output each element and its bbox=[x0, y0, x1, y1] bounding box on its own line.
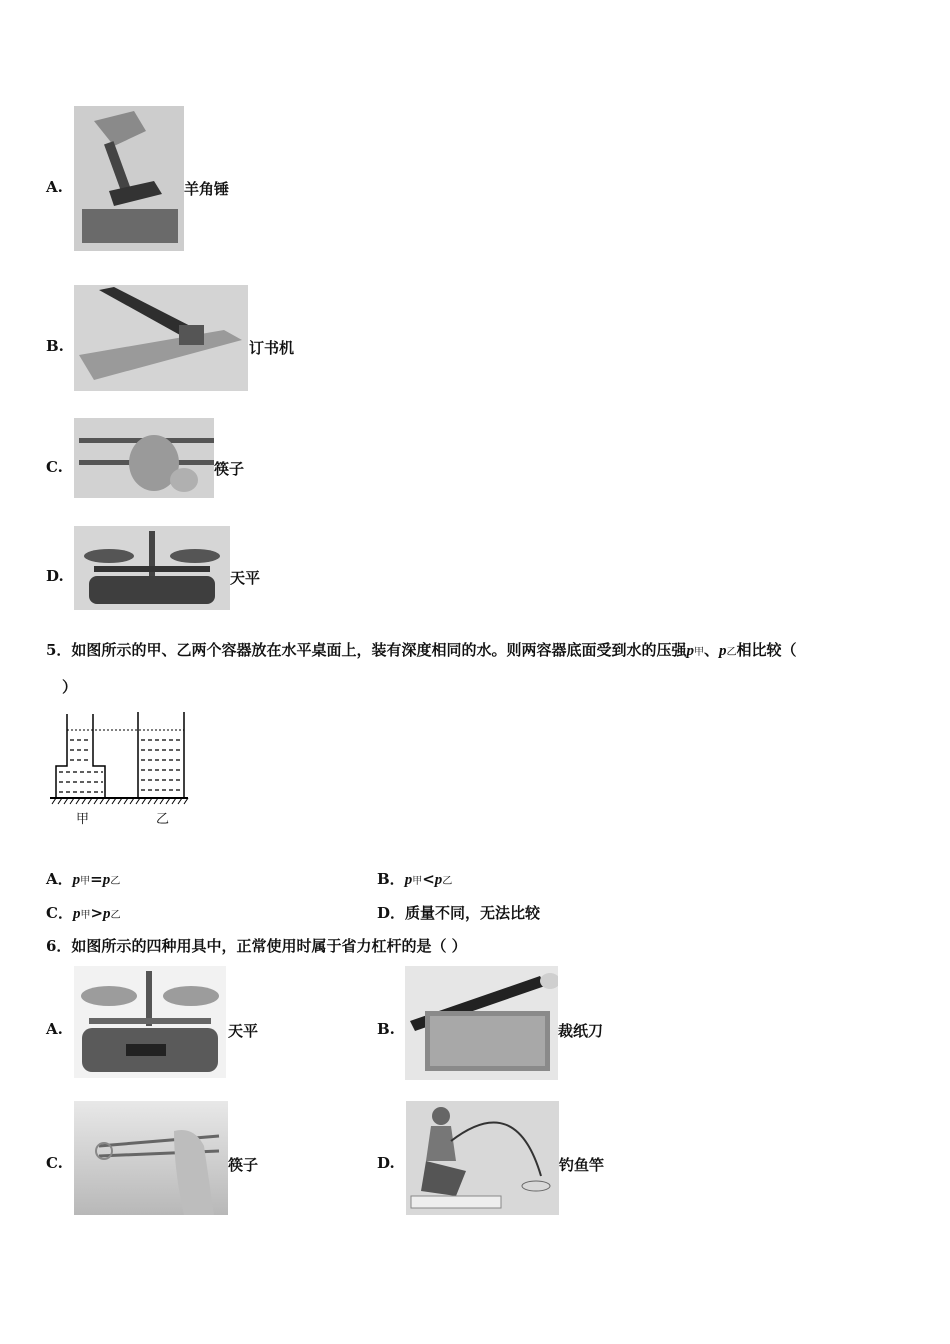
q5-option-a bbox=[46, 868, 120, 889]
q5-option-c bbox=[46, 902, 121, 923]
sub-jia: 甲 bbox=[693, 647, 704, 658]
q5-stem-end: 相比较（ bbox=[736, 641, 797, 659]
q4-option-c-letter: C. bbox=[46, 458, 63, 476]
q6-option-a-letter: A. bbox=[46, 1020, 63, 1038]
q6-option-c-label: 筷子 bbox=[228, 1156, 259, 1174]
chopsticks-icon bbox=[74, 418, 214, 498]
q6-option-c-letter: C. bbox=[46, 1154, 63, 1172]
q5-option-b bbox=[377, 868, 452, 889]
containers-figure bbox=[48, 710, 193, 810]
option-letter: C． bbox=[46, 904, 73, 922]
q6-option-d-letter: D. bbox=[377, 1154, 395, 1172]
option-letter: B． bbox=[377, 870, 405, 888]
q4-option-d-letter: D. bbox=[46, 567, 64, 585]
q6-option-b-label: 裁纸刀 bbox=[558, 1022, 604, 1040]
q5-stem-line2: ） bbox=[62, 678, 78, 696]
relation-symbol: > bbox=[90, 904, 104, 922]
q5-option-d bbox=[377, 902, 540, 923]
sub-jia: 甲 bbox=[412, 876, 423, 887]
sub-yi: 乙 bbox=[110, 910, 121, 921]
q5-stem-line1: 5．如图所示的甲、乙两个容器放在水平桌面上，装有深度相同的水。则两容器底面受到水的压强 bbox=[46, 641, 687, 659]
q6-option-b-letter: B. bbox=[377, 1020, 395, 1038]
relation-symbol: < bbox=[422, 870, 435, 888]
fishing-rod-icon bbox=[406, 1101, 559, 1215]
container-label-yi: 乙 bbox=[156, 812, 170, 827]
relation-symbol: = bbox=[90, 870, 103, 888]
option-letter: A． bbox=[46, 870, 73, 888]
sub-yi: 乙 bbox=[110, 876, 121, 887]
chopsticks-icon bbox=[74, 1101, 228, 1215]
p-symbol: p bbox=[72, 906, 81, 922]
q4-option-b-label: 订书机 bbox=[249, 339, 295, 357]
p-symbol: p bbox=[102, 872, 111, 888]
sub-jia: 甲 bbox=[80, 910, 91, 921]
q4-option-b-letter: B. bbox=[46, 337, 64, 355]
q5-stem bbox=[46, 639, 796, 660]
q6-option-a-label: 天平 bbox=[228, 1022, 259, 1040]
q4-option-a-letter: A. bbox=[46, 178, 63, 196]
p-symbol: p bbox=[404, 872, 413, 888]
p-symbol: p bbox=[103, 906, 111, 922]
p-symbol: p bbox=[686, 643, 694, 659]
q4-option-c-label: 筷子 bbox=[214, 460, 245, 478]
q4-option-a-label: 羊角锤 bbox=[184, 180, 230, 198]
option-letter: D． bbox=[377, 904, 406, 922]
p-symbol: p bbox=[718, 643, 727, 659]
balance-icon bbox=[74, 966, 226, 1078]
container-label-jia: 甲 bbox=[76, 812, 90, 827]
balance-icon bbox=[74, 526, 230, 610]
sub-yi: 乙 bbox=[442, 876, 453, 887]
q4-option-d-label: 天平 bbox=[230, 569, 261, 587]
paper-cutter-icon bbox=[405, 966, 558, 1080]
sub-yi: 乙 bbox=[726, 647, 737, 658]
p-symbol: p bbox=[72, 872, 81, 888]
q6-stem: 6．如图所示的四种用具中，正常使用时属于省力杠杆的是（ ） bbox=[46, 937, 467, 955]
separator: 、 bbox=[703, 641, 719, 659]
p-symbol: p bbox=[434, 872, 443, 888]
sub-jia: 甲 bbox=[80, 876, 91, 887]
stapler-icon bbox=[74, 285, 248, 391]
q6-option-d-label: 钓鱼竿 bbox=[559, 1156, 605, 1174]
claw-hammer-icon bbox=[74, 106, 184, 251]
option-text: 质量不同，无法比较 bbox=[405, 904, 541, 922]
